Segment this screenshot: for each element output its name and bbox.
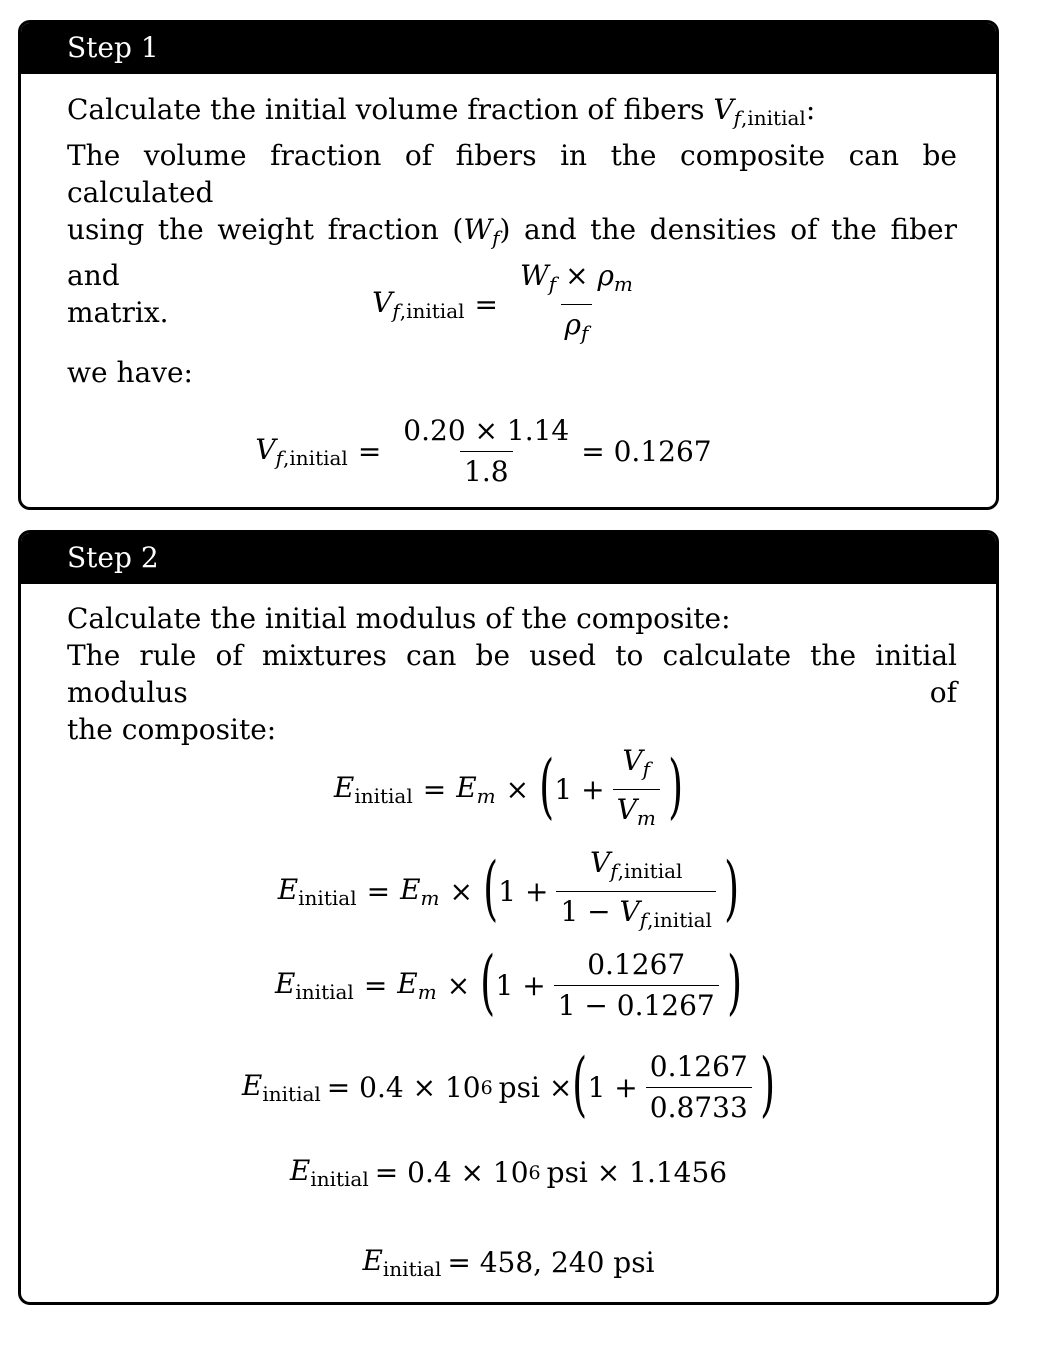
step-1-calculation: $V_{f,initial}$ = $\frac{0.20 \times 1.14}{1.8}$ = 0.1267 [255,414,712,488]
step-2-card [18,530,999,1305]
step-2-text: Calculate the initial modulus of the composite: The rule of mixtures can be used to calculate the initial modulus of the composite: [67,602,957,746]
step-1-card [18,20,999,510]
substituted-formula: $E_{initial}$ = $E_m$ × ( 1 + $\frac{V_{f,initial}}{1 - V_{f,initial}}$ ) [21,846,996,937]
numeric-fraction-formula: $E_{initial}$ = $E_m$ × ( 1 + $\frac{0.1267}{1 - 0.1267}$ ) [274,940,742,1023]
modulus-substitution-formula: $E_{initial}$ = 0.4 × 10 6 psi × ( 1 + $\frac{0.1267}{0.8733}$ ) [241,1042,775,1125]
modulus-product-formula: $E_{initial}$ = 0.4 × 10 6 psi × 1.1456 [289,1154,728,1191]
step-1-text: Calculate the initial volume fraction of fibers $V_{f,initial}$: The volume fraction of fibers in the composite can be calculated using the weight fraction $(W_f)$ and the densities of the fiber and matrix. [67,93,957,329]
we-have-label: we have: [67,356,193,389]
step-1-header: Step 1 [21,23,996,74]
rule-of-mixtures-formula: $E_{initial}$ = $E_m$ × ( 1 + $\frac{V_f}{V_m}$ ) [21,744,996,835]
step-1-formula: $V_{f,initial}$ = $\frac{W_f \times \rho_m}{\rho_f}$ [21,259,996,350]
final-modulus-result: $E_{initial}$ = 458, 240 psi [362,1244,655,1281]
step-2-header: Step 2 [21,533,996,584]
